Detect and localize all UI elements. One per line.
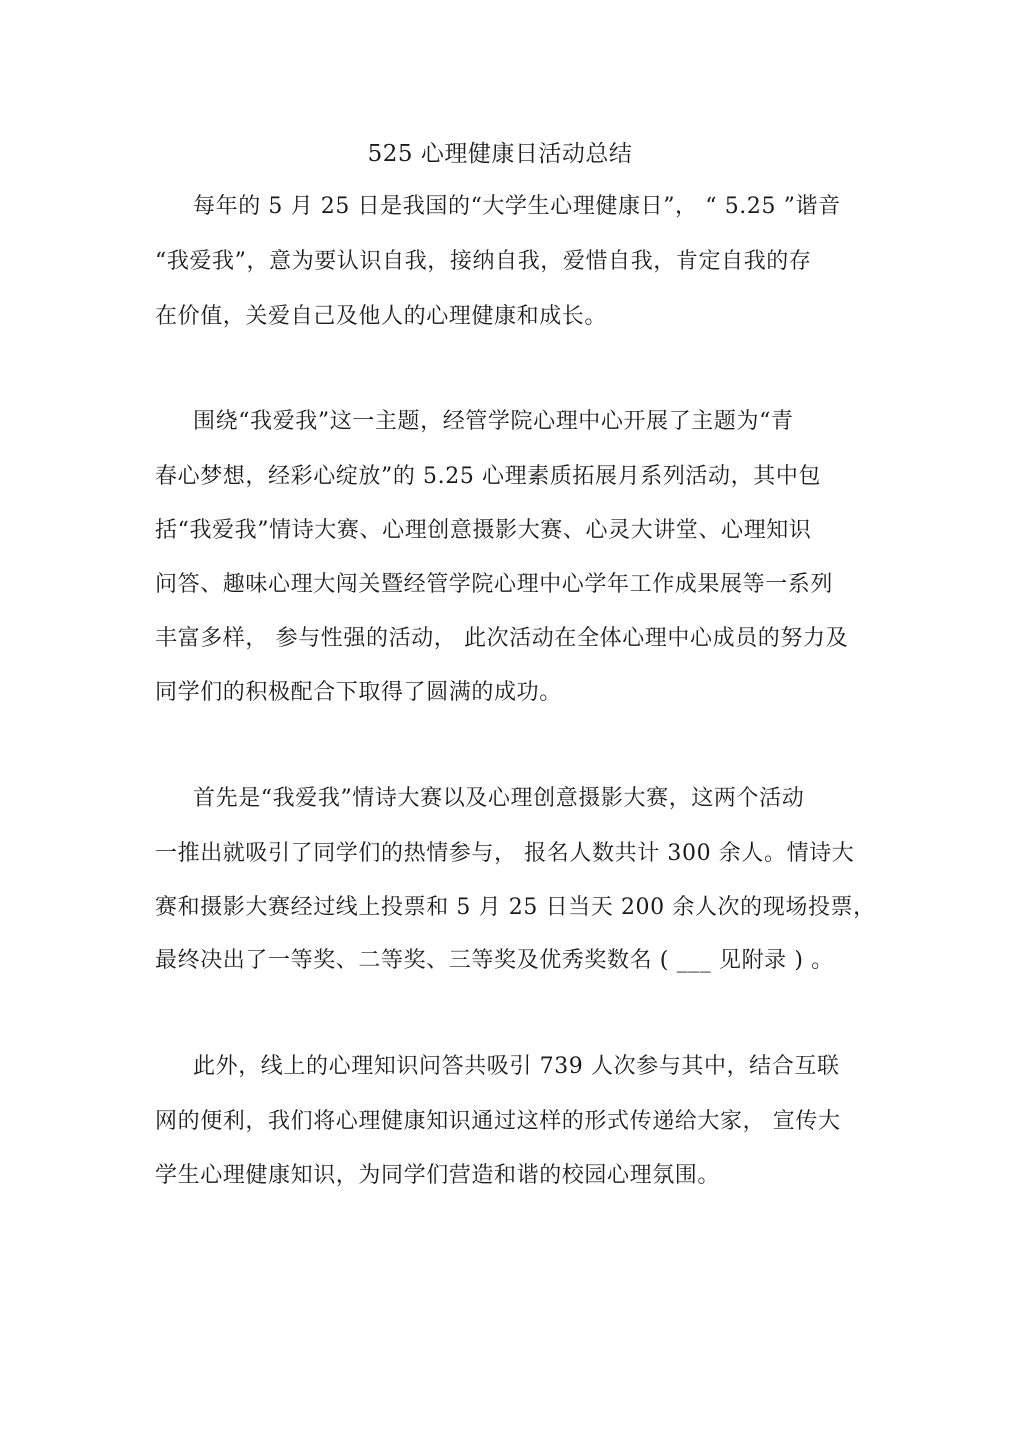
paragraph-2-line-1: 围绕“我爱我”这一主题，经管学院心理中心开展了主题为“青 <box>193 409 794 434</box>
document-title: 525 心理健康日活动总结 <box>367 141 633 167</box>
paragraph-4-line-3: 学生心理健康知识，为同学们营造和谐的校园心理氛围。 <box>155 1163 721 1188</box>
paragraph-4-line-2: 网的便利，我们将心理健康知识通过这样的形式传递给大家， 宣传大 <box>155 1109 841 1134</box>
paragraph-2-line-3: 括“我爱我”情诗大赛、心理创意摄影大赛、心灵大讲堂、心理知识 <box>155 518 812 543</box>
paragraph-3-line-3: 赛和摄影大赛经过线上投票和 5 月 25 日当天 200 余人次的现场投票， <box>155 895 876 920</box>
paragraph-2-line-4: 问答、趣味心理大闯关暨经管学院心理中心学年工作成果展等一系列 <box>155 572 834 597</box>
paragraph-3-line-4: 最终决出了一等奖、二等奖、三等奖及优秀奖数名 ( ___ 见附录 ) 。 <box>155 948 834 973</box>
paragraph-1-line-1: 每年的 5 月 25 日是我国的“大学生心理健康日”， “ 5.25 ”谐音 <box>193 194 841 219</box>
paragraph-1-line-2: “我爱我”，意为要认识自我，接纳自我，爱惜自我，肯定自我的存 <box>155 249 812 274</box>
paragraph-2-line-2: 春心梦想，经彩心绽放”的 5.25 心理素质拓展月系列活动，其中包 <box>155 464 822 489</box>
paragraph-3-line-2: 一推出就吸引了同学们的热情参与， 报名人数共计 300 余人。情诗大 <box>155 841 855 866</box>
paragraph-1-line-3: 在价值，关爱自己及他人的心理健康和成长。 <box>155 304 608 329</box>
paragraph-3-line-1: 首先是“我爱我”情诗大赛以及心理创意摄影大赛，这两个活动 <box>193 786 805 811</box>
paragraph-4-line-1: 此外，线上的心理知识问答共吸引 739 人次参与其中，结合互联 <box>193 1054 840 1079</box>
paragraph-2-line-6: 同学们的积极配合下取得了圆满的成功。 <box>155 680 562 705</box>
paragraph-2-line-5: 丰富多样， 参与性强的活动， 此次活动在全体心理中心成员的努力及 <box>155 626 849 651</box>
